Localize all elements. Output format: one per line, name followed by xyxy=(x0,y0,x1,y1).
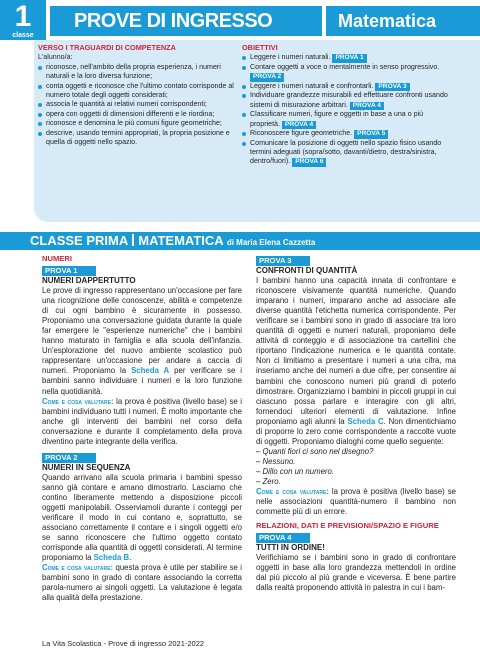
section-banner xyxy=(0,232,480,250)
competence-item: riconosce, nell'ambito della propria esperienza, i numeri naturali e la loro diversa funzione; xyxy=(38,63,234,82)
prova-tag: PROVA 2 xyxy=(42,453,96,463)
competence-item: riconosce e denomina le più comuni figure geometriche; xyxy=(38,119,234,128)
competences-column xyxy=(38,43,234,147)
dialog-line: – Nessuno. xyxy=(256,456,296,466)
page-title: PROVE DI INGRESSO xyxy=(50,6,322,36)
text-run: Le prove di ingresso rappresentano un'occasione per fare una ricognizione delle conoscenze, abilità e competenze di cui ogni bambino è sicuramente in possesso. Proponiamo una conversazione guidata durante la quale far emergere le "esperienze numeriche" che i bambini hanno maturato in famiglia e alla scuola dell'infanzia. Un'esplorazione del nuovo ambiente scolastico può rappresentare un'occasione per andare a caccia di numeri. Proponiamo la xyxy=(42,286,242,376)
paragraph xyxy=(42,473,242,563)
competence-item: descrive, usando termini appropriati, la propria posizione e quella di oggetti nello spazio. xyxy=(38,129,234,148)
paragraph xyxy=(42,286,242,397)
objective-text: Leggere i numeri naturali. xyxy=(250,53,331,62)
dialog-line: – Dillo con un numero. xyxy=(256,466,335,476)
objectives-heading: OBIETTIVI xyxy=(242,43,278,52)
text-run: I bambini hanno una capacità innata di confrontare e riconoscere visivamente quantità numeriche. Quando imparano i numeri, imparano anche ad associare alle diverse quantità l'etichetta numerica corrispondente. Per verificare se i bambini sono in grado di associare tra loro quantità di oggetti e numeri naturali, proponiamo delle attività di conteggio e di associazione tra cartellini che riportano l'indicazione numerica e le quantità contate. Non ci limitiamo a presentare i numeri a una cifra, ma inseriamo anche dei numeri a due cifre, per consentire ai bambini che conoscono numeri più grandi di poterlo dimostrare. Organizziamo i bambini in piccoli gruppi in cui ciascuno possa parlare e interagire con gli altri, fornendoci ulteriori elementi di valutazione. Infine proponiamo agli alunni la xyxy=(256,276,456,426)
prova-tag: PROVA 4 xyxy=(350,102,384,111)
grade-number: 1 xyxy=(14,0,32,33)
competences-intro: L'alunno/a: xyxy=(38,53,73,62)
prova-tag: PROVA 3 xyxy=(256,256,310,266)
subject-title: Matematica xyxy=(324,6,480,36)
right-column xyxy=(256,254,456,593)
objective-text: Comunicare la posizione di oggetti nello spazio fisico usando termini adeguati (sopra/sotto, davanti/dietro, destra/sinistra, dentro/fuori). xyxy=(250,138,442,166)
evaluation-text: questa prova è utile per stabilire se i bambini sono in grado di contare associando la corretta parola-numero ai singoli oggetti. La valutazione è legata alla qualità della prestazione. xyxy=(42,563,242,603)
prova-tag: PROVA 4 xyxy=(256,533,310,543)
objective-text: Leggere i numeri naturali e confrontarli. xyxy=(250,81,374,90)
section-title: NUMERI DAPPERTUTTO xyxy=(42,276,136,286)
prova-tag: PROVA 6 xyxy=(292,158,326,167)
author-label: di Maria Elena Cazzetta xyxy=(226,238,316,247)
info-panel xyxy=(34,40,480,222)
evaluation-paragraph xyxy=(42,563,242,603)
paragraph: Verifichiamo se i bambini sono in grado di confrontare oggetti in base alla loro grandezza mettendoli in ordine dal più piccolo al più grande e viceversa. È bene partire dalla realtà proponendo attività in palestra in cui i bam- xyxy=(256,553,456,593)
page-header xyxy=(0,0,480,40)
objective-item xyxy=(242,63,448,82)
text-run: . Non dimentichiamo di proporre lo zero come corrispondente a raccolte vuote di oggetti. Proponiamo dialoghi come quello seguente: xyxy=(256,416,456,446)
prova-tag: PROVA 2 xyxy=(250,73,284,82)
paragraph xyxy=(256,276,456,447)
prova-tag: PROVA 3 xyxy=(375,83,409,92)
text-run: per verificare se i bambini sanno individuare i numeri e la loro funzione nella quotidianità. xyxy=(42,366,243,396)
competence-item: conta oggetti e riconosce che l'ultimo contato corrisponde al numero totale degli oggetti considerati; xyxy=(38,82,234,101)
evaluation-label: Come e cosa valutare: xyxy=(42,396,114,406)
page-footer: La Vita Scolastica - Prove di ingresso 2021-2022 xyxy=(42,639,205,648)
prova-tag: PROVA 5 xyxy=(354,130,388,139)
objective-text: Riconoscere figure geometriche. xyxy=(250,129,353,138)
objective-text: Contare oggetti a voce o mentalmente in senso progressivo. xyxy=(250,62,440,71)
objective-item xyxy=(242,91,448,110)
banner-text xyxy=(30,232,315,252)
objective-item xyxy=(242,110,448,129)
competence-item: associa le quantità ai relativi numeri corrispondenti; xyxy=(38,100,234,109)
competence-item: opera con oggetti di dimensioni differenti e le riordina; xyxy=(38,110,234,119)
evaluation-label: Come e cosa valutare: xyxy=(42,563,114,573)
prova-tag: PROVA 1 xyxy=(332,54,366,63)
spacer xyxy=(42,447,242,451)
dialog-line: – Zero. xyxy=(256,476,281,486)
text-run: . xyxy=(129,553,132,563)
evaluation-label: Come e cosa valutare: xyxy=(256,487,329,497)
prova-tag: PROVA 1 xyxy=(42,266,96,276)
section-title: TUTTI IN ORDINE! xyxy=(256,543,325,553)
competences-heading: VERSO I TRAGUARDI DI COMPETENZA xyxy=(38,43,176,52)
subject-label: MATEMATICA xyxy=(138,233,224,248)
objective-text: Classificare numeri, figure e oggetti in base a una o più proprietà. xyxy=(250,110,424,128)
class-label: CLASSE PRIMA xyxy=(30,233,129,248)
objective-item xyxy=(242,129,448,139)
scheda-link[interactable]: Scheda A xyxy=(131,366,170,376)
prova-tag: PROVA 4 xyxy=(282,121,316,130)
banner-divider xyxy=(132,234,134,246)
category-heading: RELAZIONI, DATI E PREVISIONI/SPAZIO E FIGURE xyxy=(256,521,439,531)
objectives-column xyxy=(242,43,448,167)
objective-item xyxy=(242,139,448,167)
text-run: Quando arrivano alla scuola primaria i bambini spesso sanno già contare e amano dimostrarlo. Lasciamo che contino liberamente mettendo a disposizione piccoli oggetti manipolabili. Osserviamoli durante i conteggi per verificare il modo in cui contano e, soprattutto, se associano correttamente il contare e i singoli oggetti e/o se sanno riconoscere che l'ultimo oggetto contato corrisponde alla quantità di oggetti considerati. Al termine proponiamo la xyxy=(42,472,242,563)
evaluation-text: la prova è positiva (livello base) se nelle associazioni quantità-numero il bambino non commette più di un errore. xyxy=(256,487,456,517)
grade-badge xyxy=(0,0,48,40)
scheda-link[interactable]: Scheda C xyxy=(347,416,384,426)
section-title: NUMERI IN SEQUENZA xyxy=(42,462,131,472)
dialog-line: – Quanti fiori ci sono nel disegno? xyxy=(256,446,374,456)
objective-item xyxy=(242,53,448,63)
left-column xyxy=(42,254,242,603)
grade-label: classe xyxy=(12,32,34,39)
category-heading: NUMERI xyxy=(42,254,72,263)
objective-text: Individuare grandezze misurabili ed effettuare confronti usando sistemi di misurazione arbitrari. xyxy=(250,91,448,109)
objective-item xyxy=(242,82,448,92)
evaluation-paragraph xyxy=(42,397,242,447)
scheda-link[interactable]: Scheda B xyxy=(93,553,130,563)
section-title: CONFRONTI DI QUANTITÀ xyxy=(256,266,358,276)
evaluation-paragraph xyxy=(256,487,456,517)
evaluation-text: la prova è positiva (livello base) se i bambini individuano tutti i numeri. È molto importante che anche gli interventi dei bambini nel corso della conversazione e durante il completamento della prova diventino parte integrante della verifica. xyxy=(42,396,242,446)
